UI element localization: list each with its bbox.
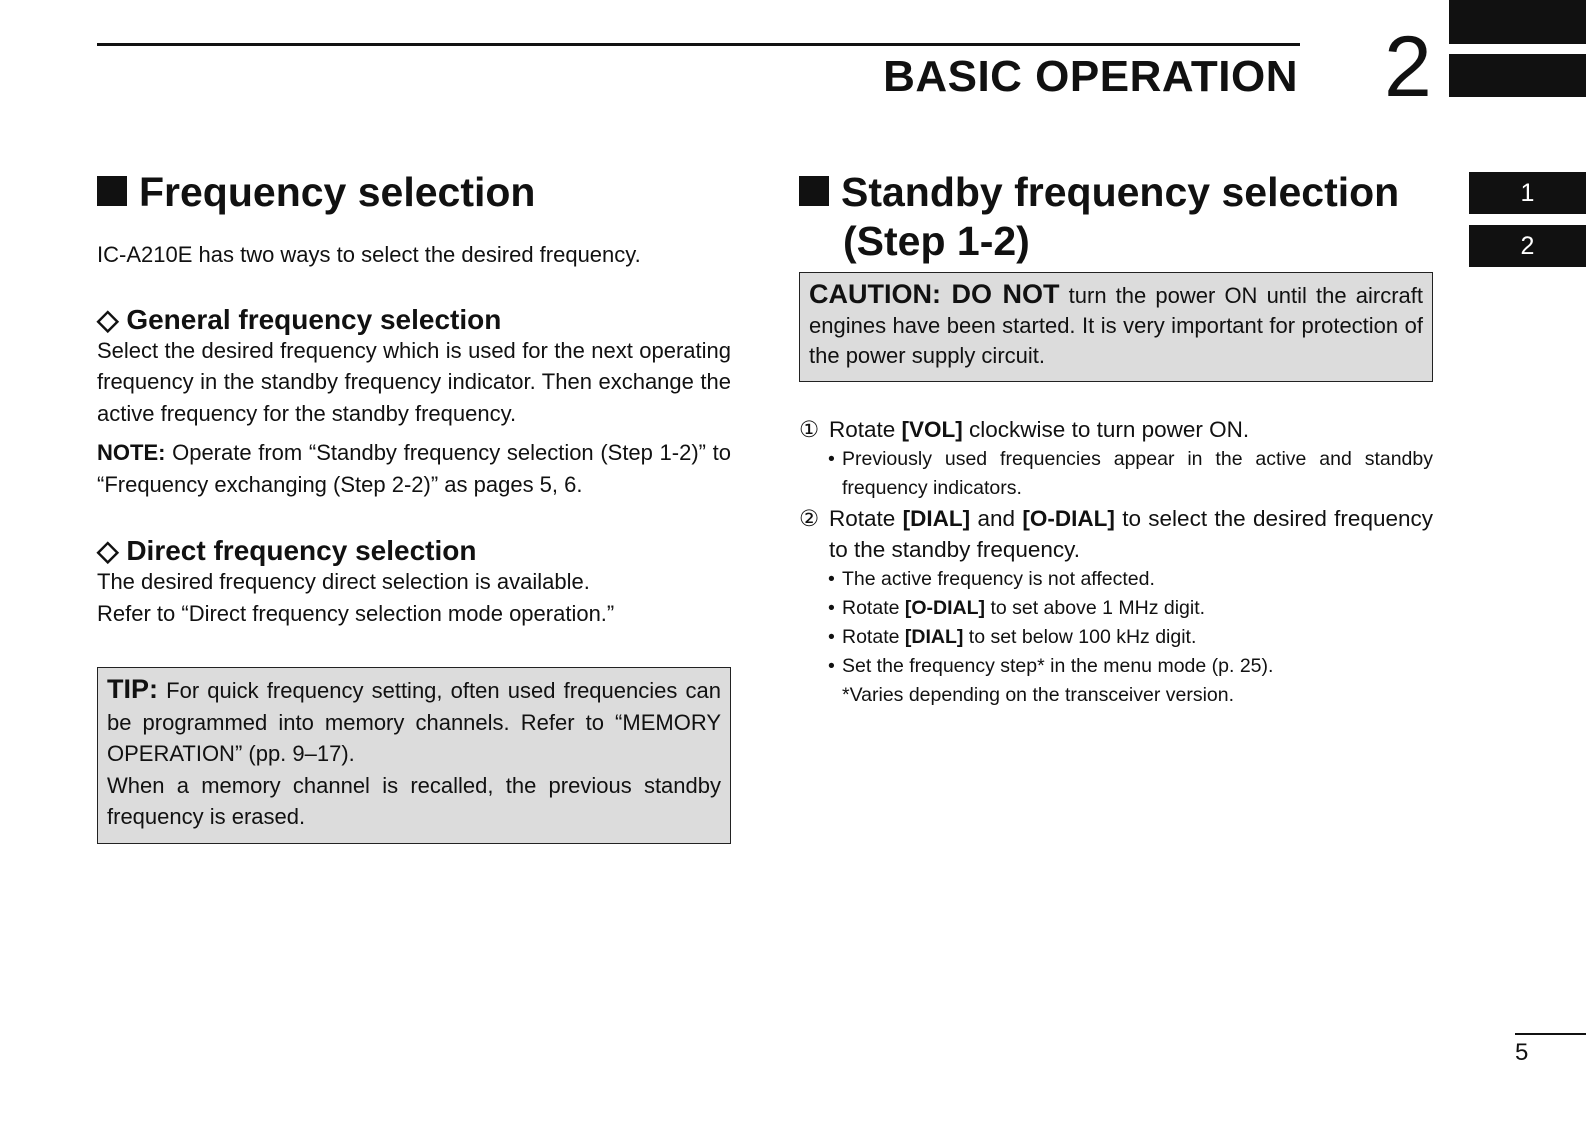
step-2-bullet-1: • The active frequency is not affected. [828, 565, 1433, 594]
caution-label: CAUTION: DO NOT [809, 279, 1060, 310]
chapter-title: BASIC OPERATION [883, 52, 1298, 101]
intro-text: IC-A210E has two ways to select the desired frequency. [97, 242, 641, 268]
step-2 [799, 503, 1433, 565]
bullet-3-key: [DIAL] [904, 626, 964, 649]
step-2-bullets [828, 565, 1433, 681]
step-1 [799, 414, 1433, 445]
direct-frequency-heading [97, 534, 731, 567]
note-text: Operate from “Standby frequency selection (Step 1-2)” to “Frequency exchanging (Step 2-2)” as pages 5, 6. [97, 440, 731, 497]
caution-text [809, 279, 1423, 371]
bullet-2-post: to set above 1 MHz digit. [985, 597, 1206, 620]
standby-frequency-step: (Step 1-2) [843, 218, 1030, 265]
tip-text-2: When a memory channel is recalled, the previous standby frequency is erased. [107, 772, 721, 830]
direct-frequency-line-1: The desired frequency direct selection is available. [97, 569, 590, 595]
diamond-outline-icon: ◇ [97, 535, 119, 567]
page-number: 5 [1515, 1039, 1529, 1066]
note-paragraph [97, 437, 731, 500]
bullet-3-pre: Rotate [842, 626, 905, 649]
header-rule [97, 43, 1300, 46]
corner-block-bottom [1449, 54, 1586, 97]
direct-frequency-title: Direct frequency selection [126, 535, 477, 567]
step-1-bullets [828, 445, 1433, 503]
left-column [97, 168, 731, 844]
bullet-2-pre: Rotate [842, 597, 905, 620]
step-2-bullet-4: • Set the frequency step* in the menu mode (p. 25). [828, 652, 1433, 681]
step-1-post: clockwise to turn power ON. [962, 417, 1250, 443]
note-label: NOTE: [97, 440, 166, 466]
diamond-outline-icon: ◇ [97, 303, 119, 335]
frequency-selection-heading [97, 168, 731, 217]
tip-box [97, 667, 731, 844]
direct-frequency-line-2: Refer to “Direct frequency selection mode operation.” [97, 600, 615, 626]
step-2-pre: Rotate [829, 506, 903, 532]
step-1-bullet-1: • Previously used frequencies appear in the active and standby frequency indicators. [828, 445, 1433, 503]
square-bullet-icon [97, 176, 127, 206]
step-2-bullet-3 [828, 623, 1433, 652]
standby-frequency-title: Standby frequency selection [841, 169, 1400, 215]
corner-block-top [1449, 0, 1586, 44]
step-2-number: ② [799, 506, 820, 532]
o-dial-key: [O-DIAL] [1022, 506, 1115, 532]
step-1-number: ① [799, 417, 820, 443]
general-frequency-body: Select the desired frequency which is used for the next operating frequency in the standby frequency indicator. Then exchange the active frequency for the standby frequency. [97, 337, 731, 426]
tip-body-1: For quick frequency setting, often used frequencies can be programmed into memory channels. Refer to “MEMORY OPERATION” (pp. 9–17). [107, 678, 721, 767]
step-1-text [829, 414, 1433, 445]
side-tab-2[interactable]: 2 [1469, 225, 1586, 267]
general-frequency-title: General frequency selection [126, 303, 502, 335]
bullet-2-key: [O-DIAL] [904, 597, 986, 620]
standby-frequency-heading [799, 168, 1433, 217]
general-frequency-heading [97, 303, 731, 336]
square-bullet-icon [799, 176, 829, 206]
vol-key: [VOL] [901, 417, 963, 443]
caution-body: turn the power ON until the aircraft engines have been started. It is very important for protection of the power supply circuit. [809, 283, 1423, 369]
footnote: *Varies depending on the transceiver version. [842, 684, 1235, 707]
caution-box [799, 272, 1433, 382]
chapter-number: 2 [1384, 19, 1432, 115]
bullet-3-post: to set below 100 kHz digit. [963, 626, 1197, 649]
step-2-text [829, 503, 1433, 565]
side-tab-1[interactable]: 1 [1469, 172, 1586, 214]
page-number-rule [1515, 1033, 1586, 1035]
dial-key: [DIAL] [902, 506, 971, 532]
step-2-bullet-2 [828, 594, 1433, 623]
frequency-selection-title: Frequency selection [139, 169, 536, 215]
step-1-pre: Rotate [829, 417, 902, 443]
step-2-post: to select the desired frequency to the standby frequency. [829, 506, 1433, 563]
step-2-mid: and [970, 506, 1023, 532]
tip-label: TIP: [107, 674, 158, 705]
right-column [799, 168, 1433, 710]
tip-text-1 [107, 674, 721, 770]
